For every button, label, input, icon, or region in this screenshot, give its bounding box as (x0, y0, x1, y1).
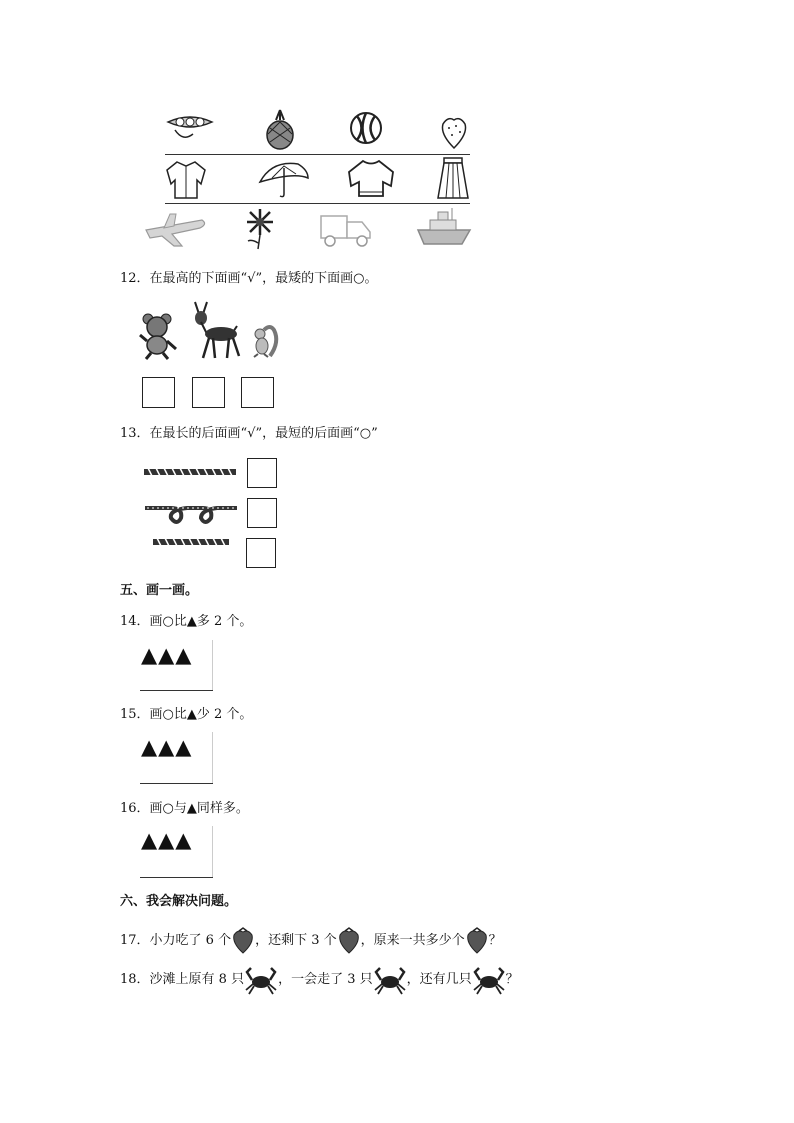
pea-pod-icon (165, 110, 215, 145)
question-13: 13．在最长的后面画“√”，最短的后面画“○” (120, 426, 378, 441)
crab-icon (244, 964, 278, 996)
strawberry-icon (231, 927, 255, 955)
answer-line-14[interactable] (140, 690, 213, 691)
triangle-row-16: ▲▲▲ (141, 828, 193, 852)
strawberry-icon (438, 112, 470, 150)
strawberry-icon (465, 927, 489, 955)
crab-icon (373, 964, 407, 996)
answer-line-16[interactable] (140, 877, 213, 878)
rope-long-icon (142, 466, 238, 478)
answer-box-bear[interactable] (142, 377, 175, 408)
rope-curly-icon (143, 498, 239, 528)
question-18 (120, 964, 519, 996)
question-18-part: ，还有几只 (406, 972, 472, 987)
question-14: 14．画○比▲多 2 个。 (120, 614, 253, 629)
umbrella-icon (258, 160, 310, 200)
jacket-icon (165, 158, 207, 200)
answer-box-squirrel[interactable] (241, 377, 274, 408)
answer-box-rope-long[interactable] (247, 458, 277, 488)
answer-box-rope-short[interactable] (246, 538, 276, 568)
question-18-part: 18．沙滩上原有 8 只 (120, 972, 245, 987)
answer-line-15[interactable] (140, 783, 213, 784)
bear-icon (138, 313, 178, 361)
section-5-title: 五、画一画。 (120, 583, 199, 598)
crab-icon (472, 964, 506, 996)
section-6-title: 六、我会解决问题。 (120, 894, 238, 909)
flower-icon (240, 205, 280, 251)
answer-box-deer[interactable] (192, 377, 225, 408)
watermelon-icon (349, 111, 383, 145)
squirrel-icon (250, 322, 282, 358)
rope-short-icon (151, 536, 231, 548)
deer-icon (185, 300, 243, 360)
question-17-part: ，还剩下 3 个 (255, 933, 337, 948)
pineapple-icon (262, 108, 298, 150)
question-12: 12．在最高的下面画“√”，最矮的下面画○。 (120, 271, 378, 286)
drawing-area-edge (212, 732, 213, 783)
drawing-area-edge (212, 826, 213, 877)
triangle-row-14: ▲▲▲ (141, 643, 193, 667)
skirt-icon (436, 156, 470, 200)
question-17-part: ，原来一共多少个 (360, 933, 465, 948)
question-17-part: ？ (488, 933, 502, 948)
question-18-part: ？ (505, 972, 519, 987)
question-15: 15．画○比▲少 2 个。 (120, 707, 253, 722)
ship-icon (416, 206, 472, 248)
truck-icon (318, 212, 376, 248)
question-18-part: ，一会走了 3 只 (278, 972, 373, 987)
airplane-icon (142, 210, 208, 250)
drawing-area-edge (212, 640, 213, 690)
question-17-part: 17．小力吃了 6 个 (120, 933, 232, 948)
grid-divider (165, 203, 470, 204)
answer-box-rope-curly[interactable] (247, 498, 277, 528)
triangle-row-15: ▲▲▲ (141, 735, 193, 759)
strawberry-icon (337, 927, 361, 955)
question-16: 16．画○与▲同样多。 (120, 801, 249, 816)
grid-divider (165, 154, 470, 155)
question-17 (120, 927, 502, 955)
sweater-icon (345, 158, 397, 198)
